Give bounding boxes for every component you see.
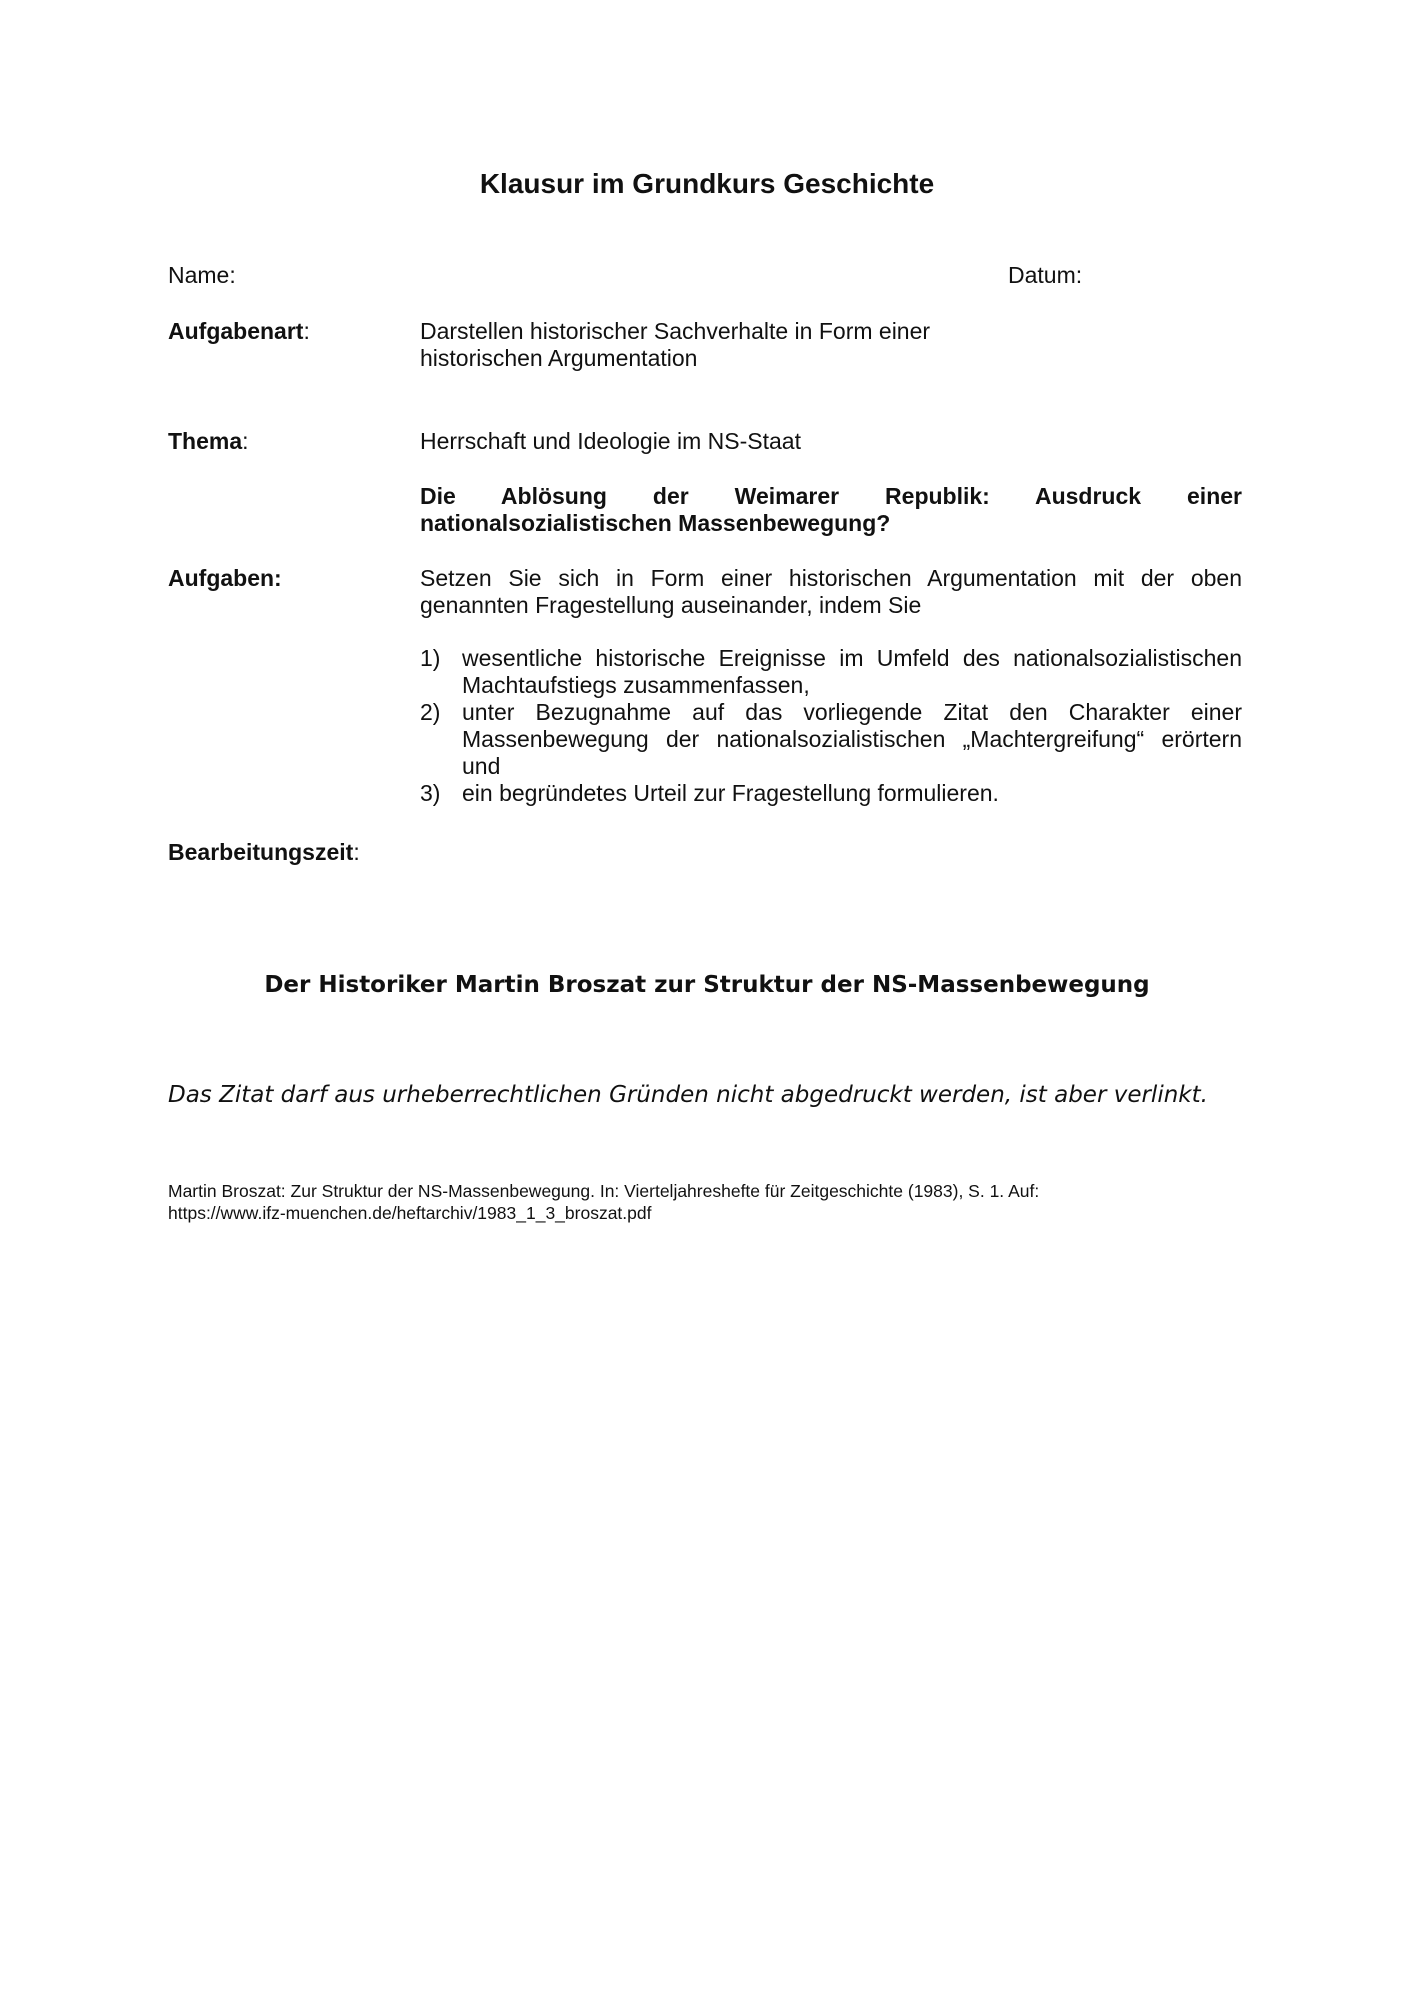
aufgaben-intro: Setzen Sie sich in Form einer historischen Argumentation mit der oben genannten Fragestellung auseinander, indem Sie — [420, 565, 1242, 618]
aufgabenart-line-2: historischen Argumentation — [420, 345, 698, 371]
aufgaben-label-text: Aufgaben: — [168, 565, 282, 591]
list-item-number: 3) — [420, 780, 441, 806]
aufgabenart-label: Aufgabenart: — [168, 318, 310, 344]
aufgaben-list — [420, 645, 1242, 807]
thema-text: Herrschaft und Ideologie im NS-Staat — [420, 428, 801, 454]
date-label: Datum: — [1008, 262, 1083, 288]
list-item-text: ein begründetes Urteil zur Fragestellung formulieren. — [462, 780, 999, 806]
aufgabenart-line-1: Darstellen historischer Sachverhalte in Form einer — [420, 318, 931, 344]
list-item — [420, 699, 1242, 780]
thema-question-line-2: nationalsozialistischen Massenbewegung? — [420, 510, 891, 536]
thema-question — [420, 483, 1242, 537]
source-line-1: Martin Broszat: Zur Struktur der NS-Massenbewegung. In: Vierteljahreshefte für Zeitgeschichte (1983), S. 1. Auf: — [168, 1181, 1040, 1201]
source-citation — [168, 1180, 1248, 1224]
aufgaben-label — [168, 565, 282, 592]
bearbeitungszeit-label: Bearbeitungszeit: — [168, 839, 360, 865]
list-item-number: 1) — [420, 645, 441, 671]
thema-question-line-1: Die Ablösung der Weimarer Republik: Ausdruck einer — [420, 483, 1242, 509]
list-item-text: wesentliche historische Ereignisse im Umfeld des nationalsozialistischen Machtaufstiegs zusammenfassen, — [462, 645, 1242, 698]
bearbeitungszeit-label-text: Bearbeitungszeit — [168, 839, 354, 865]
list-item — [420, 645, 1242, 699]
quote-note: Das Zitat darf aus urheberrechtlichen Gründen nicht abgedruckt werden, ist aber verlinkt. — [168, 1082, 1208, 1108]
quote-heading: Der Historiker Martin Broszat zur Struktur der NS-Massenbewegung — [264, 972, 1150, 998]
page-title: Klausur im Grundkurs Geschichte — [479, 168, 935, 199]
list-item-number: 2) — [420, 699, 441, 725]
name-label: Name: — [168, 262, 236, 288]
list-item — [420, 780, 1242, 807]
aufgabenart-label-text: Aufgabenart — [168, 318, 304, 344]
source-url[interactable]: https://www.ifz-muenchen.de/heftarchiv/1983_1_3_broszat.pdf — [168, 1203, 652, 1223]
aufgabenart-text — [420, 318, 1242, 372]
thema-label: Thema: — [168, 428, 249, 454]
list-item-text: unter Bezugnahme auf das vorliegende Zitat den Charakter einer Massenbewegung der nationalsozialistischen „Machtergreifung“ erörtern und — [462, 699, 1242, 779]
thema-label-text: Thema — [168, 428, 243, 454]
